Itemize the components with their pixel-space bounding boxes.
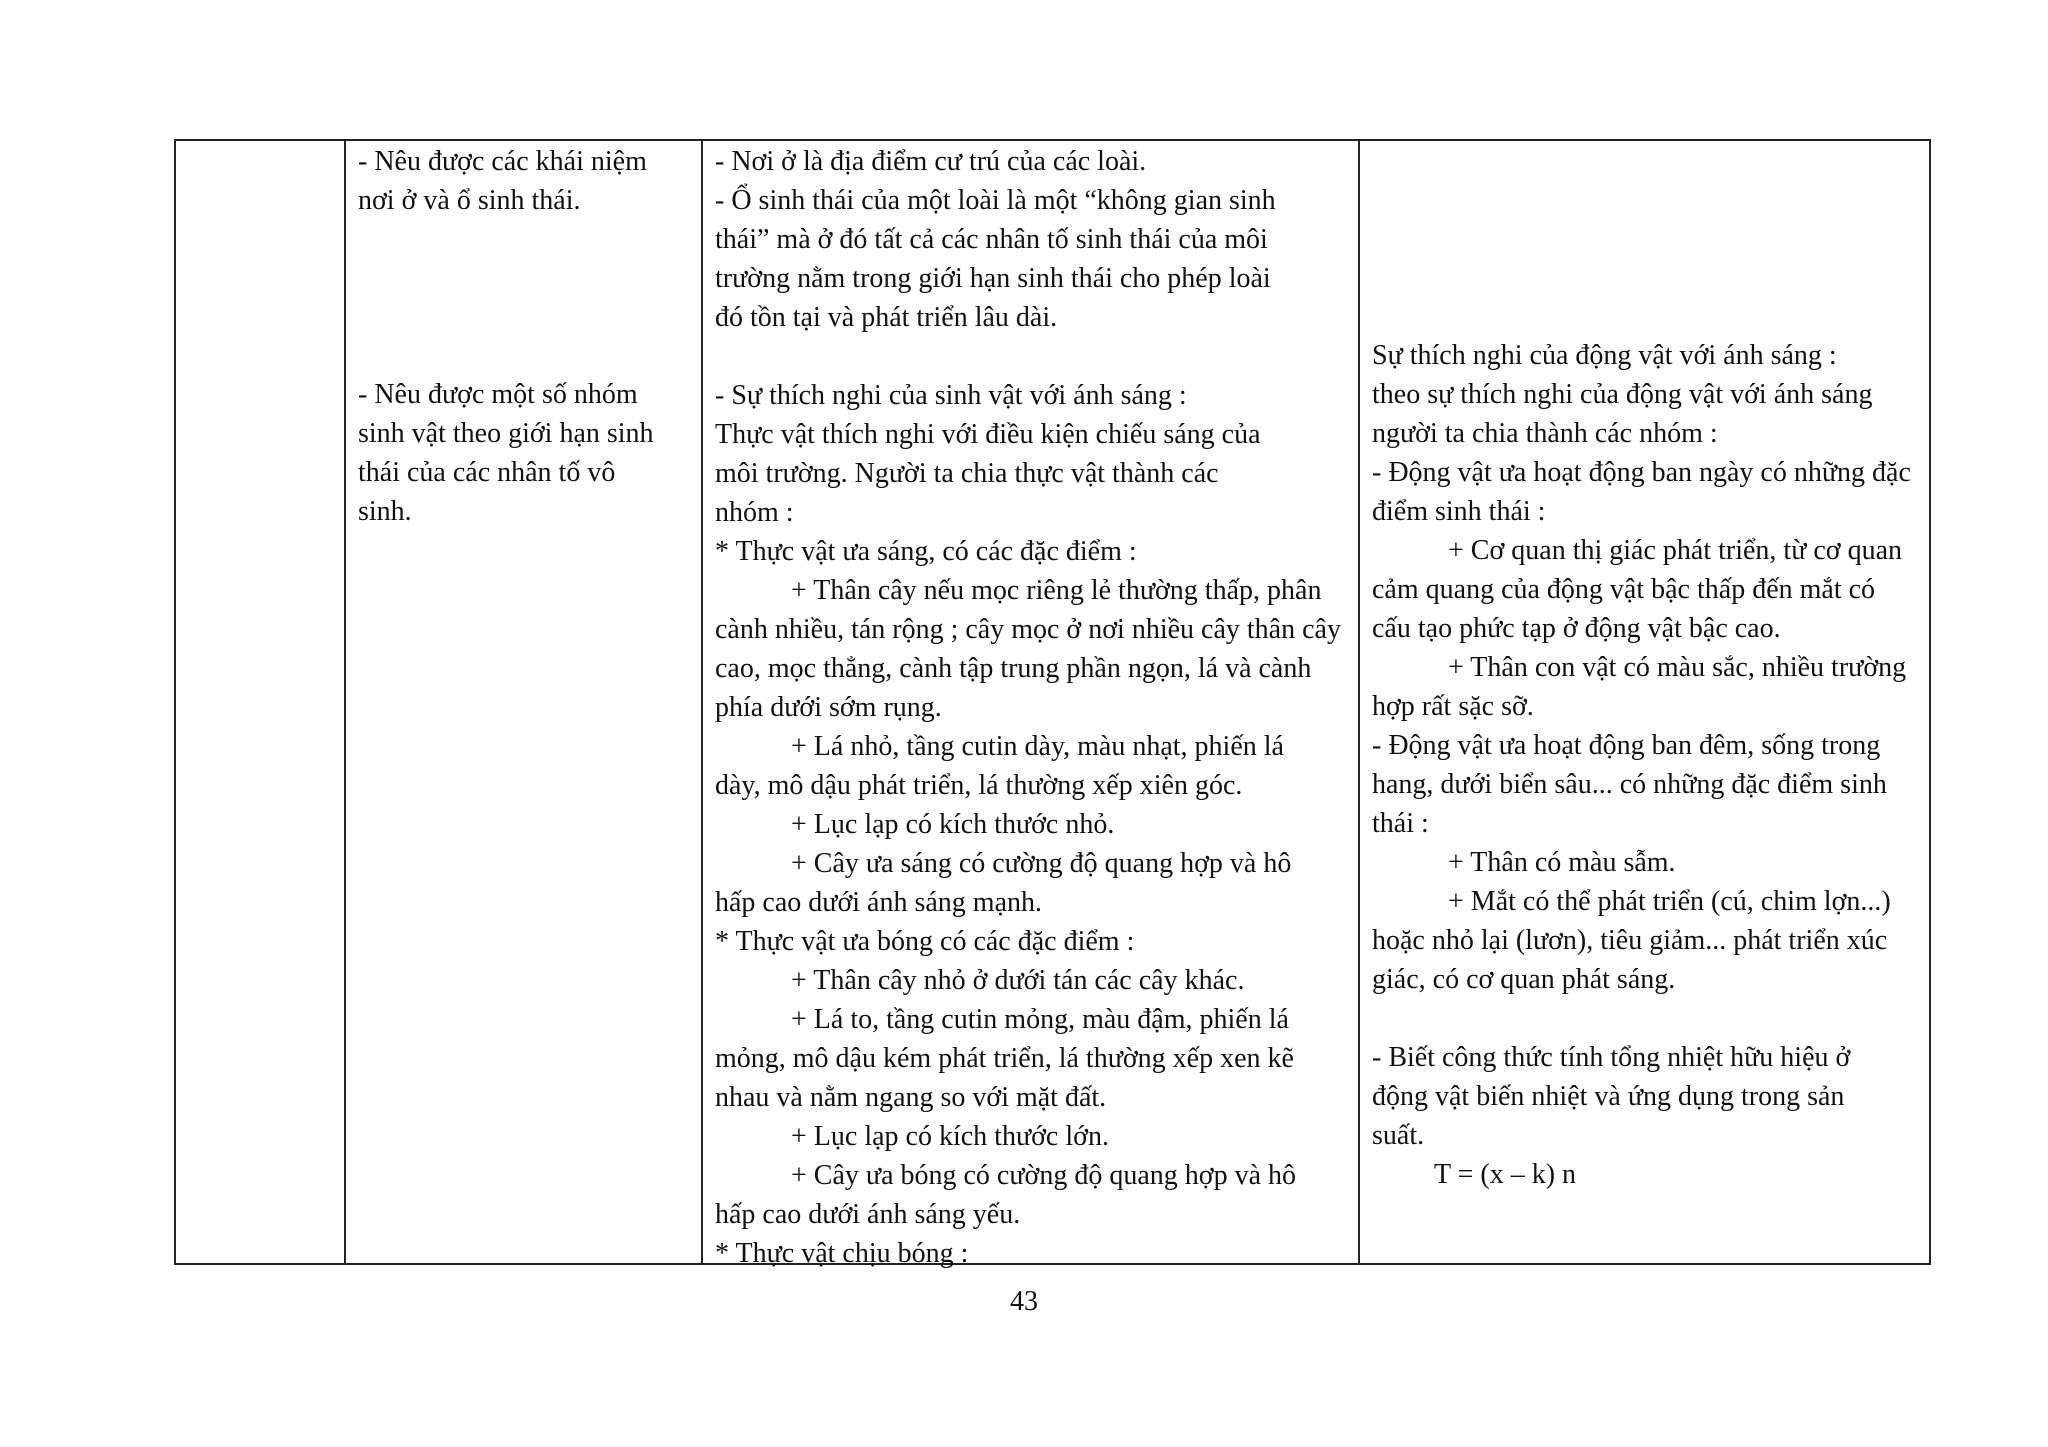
text-line: * Thực vật chịu bóng : <box>715 1238 969 1269</box>
cell-inner <box>176 141 344 1263</box>
text-line: dày, mô dậu phát triển, lá thường xếp xiên góc. <box>715 770 1243 801</box>
text-line: + Cây ưa bóng có cường độ quang hợp và hô <box>791 1160 1296 1191</box>
text-line: môi trường. Người ta chia thực vật thành các <box>715 458 1219 489</box>
text-line: thái” mà ở đó tất cả các nhân tố sinh thái của môi <box>715 224 1268 255</box>
cell-inner <box>346 141 701 1263</box>
text-line: cảm quang của động vật bậc thấp đến mắt có <box>1372 574 1876 605</box>
text-line: - Ổ sinh thái của một loài là một “không gian sinh <box>715 185 1276 216</box>
text-line: đó tồn tại và phát triển lâu dài. <box>715 302 1058 333</box>
text-line: - Động vật ưa hoạt động ban ngày có những đặc <box>1372 457 1911 488</box>
text-line: sinh. <box>358 496 412 527</box>
text-line: + Lá nhỏ, tầng cutin dày, màu nhạt, phiến lá <box>791 731 1284 762</box>
text-line: người ta chia thành các nhóm : <box>1372 418 1718 449</box>
text-line: + Lục lạp có kích thước nhỏ. <box>791 809 1115 840</box>
text-line: động vật biến nhiệt và ứng dụng trong sản <box>1372 1081 1845 1112</box>
text-line: cấu tạo phức tạp ở động vật bậc cao. <box>1372 613 1781 644</box>
table-cell-extension <box>1359 140 1930 1264</box>
text-line: cành nhiều, tán rộng ; cây mọc ở nơi nhiều cây thân cây <box>715 614 1341 645</box>
text-line: + Cây ưa sáng có cường độ quang hợp và hô <box>791 848 1292 879</box>
text-line: mỏng, mô dậu kém phát triển, lá thường xếp xen kẽ <box>715 1043 1294 1074</box>
text-line: + Thân con vật có màu sắc, nhiều trường <box>1448 652 1907 683</box>
content-table <box>174 139 1931 1269</box>
text-line: suất. <box>1372 1120 1425 1151</box>
text-line: + Thân cây nếu mọc riêng lẻ thường thấp, phân <box>791 575 1322 606</box>
table-cell-content <box>702 140 1359 1269</box>
text-line: - Nêu được các khái niệm <box>358 146 647 177</box>
text-line: nhóm : <box>715 497 794 528</box>
text-line: sinh vật theo giới hạn sinh <box>358 418 654 449</box>
text-line: cao, mọc thẳng, cành tập trung phần ngọn, lá và cành <box>715 653 1312 684</box>
text-line: + Cơ quan thị giác phát triển, từ cơ quan <box>1448 535 1903 566</box>
text-line: trường nằm trong giới hạn sinh thái cho phép loài <box>715 263 1271 294</box>
text-line: giác, có cơ quan phát sáng. <box>1372 964 1676 995</box>
text-line: Sự thích nghi của động vật với ánh sáng : <box>1372 340 1837 371</box>
text-line: thái của các nhân tố vô <box>358 457 616 488</box>
text-line: * Thực vật ưa bóng có các đặc điểm : <box>715 926 1135 957</box>
text-line: + Lục lạp có kích thước lớn. <box>791 1121 1109 1152</box>
table-cell-empty <box>175 140 345 1264</box>
text-line: Thực vật thích nghi với điều kiện chiếu sáng của <box>715 419 1261 450</box>
text-line: + Thân cây nhỏ ở dưới tán các cây khác. <box>791 965 1245 996</box>
text-line: phía dưới sớm rụng. <box>715 692 942 723</box>
text-line: hấp cao dưới ánh sáng mạnh. <box>715 887 1043 918</box>
text-line: - Nơi ở là địa điểm cư trú của các loài. <box>715 146 1147 177</box>
text-line: thái : <box>1372 808 1429 839</box>
text-line: - Nêu được một số nhóm <box>358 379 638 410</box>
text-line: * Thực vật ưa sáng, có các đặc điểm : <box>715 536 1137 567</box>
text-line: theo sự thích nghi của động vật với ánh sáng <box>1372 379 1873 410</box>
text-line: + Thân có màu sẫm. <box>1448 847 1676 878</box>
text-line: - Sự thích nghi của sinh vật với ánh sáng : <box>715 380 1187 411</box>
text-line: nhau và nằm ngang so với mặt đất. <box>715 1082 1107 1113</box>
table-cell-objectives <box>345 140 702 1264</box>
table-row <box>175 140 1930 1264</box>
page-number: 43 <box>1010 1286 1038 1317</box>
cell-inner <box>1360 141 1929 1263</box>
cell-inner <box>703 141 1358 1269</box>
text-line: - Biết công thức tính tổng nhiệt hữu hiệu ở <box>1372 1042 1851 1073</box>
text-line: hấp cao dưới ánh sáng yếu. <box>715 1199 1021 1230</box>
text-line: + Lá to, tầng cutin mỏng, màu đậm, phiến lá <box>791 1004 1289 1035</box>
text-line: hoặc nhỏ lại (lươn), tiêu giảm... phát triển xúc <box>1372 925 1888 956</box>
text-line: hang, dưới biển sâu... có những đặc điểm sinh <box>1372 769 1887 800</box>
text-line: + Mắt có thể phát triển (cú, chim lợn...) <box>1448 886 1891 917</box>
text-line: - Động vật ưa hoạt động ban đêm, sống trong <box>1372 730 1881 761</box>
text-line: T = (x – k) n <box>1434 1159 1577 1190</box>
text-line: nơi ở và ổ sinh thái. <box>358 185 581 216</box>
text-line: hợp rất sặc sỡ. <box>1372 691 1534 722</box>
text-line: điểm sinh thái : <box>1372 496 1546 527</box>
